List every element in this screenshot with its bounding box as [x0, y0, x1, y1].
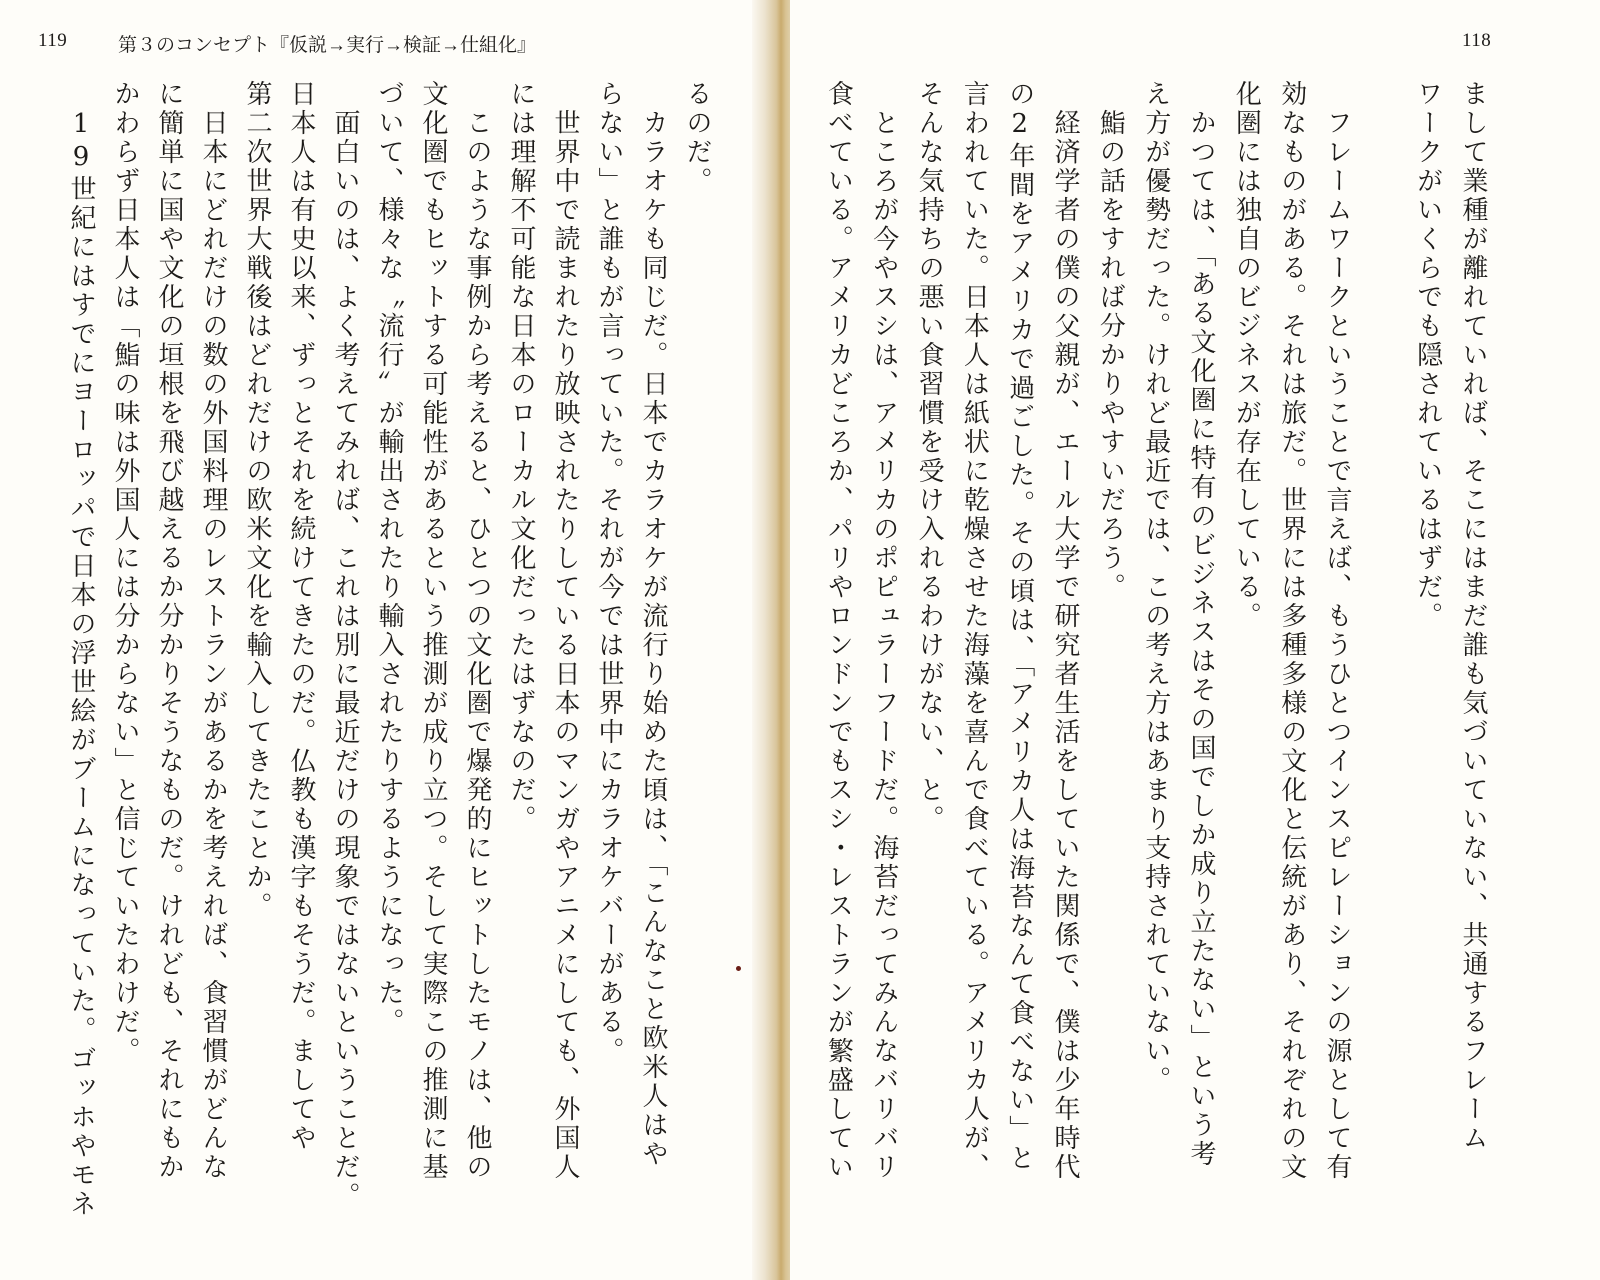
- right-page: [790, 0, 1600, 1280]
- text-line: 化圏には独自のビジネスが存在している。: [1231, 80, 1262, 631]
- text-line: 19世紀にはすでにヨーロッパで日本の浮世絵がブームになっていた。ゴッホやモネ: [66, 80, 96, 1219]
- text-line: 第二次世界大戦後はどれだけの欧米文化を輸入してきたことか。: [242, 80, 272, 921]
- text-line: 日本にどれだけの数の外国料理のレストランがあるかを考えれば、食習慣がどんな: [198, 80, 228, 1182]
- text-line: そんな気持ちの悪い食習慣を受け入れるわけがない、と。: [914, 80, 945, 834]
- text-line: 食べている。アメリカどころか、パリやロンドンでもスシ・レストランが繁盛してい: [823, 80, 854, 1182]
- text-line: ところが今やスシは、アメリカのポピュラーフードだ。海苔だってみんなバリバリ: [868, 80, 899, 1182]
- text-line: には理解不可能な日本のローカル文化だったはずなのだ。: [506, 80, 536, 834]
- text-line: 世界中で読まれたり放映されたりしている日本のマンガやアニメにしても、外国人: [550, 80, 580, 1182]
- text-line: このような事例から考えると、ひとつの文化圏で爆発的にヒットしたモノは、他の: [462, 80, 492, 1182]
- page-number-right: 118: [1462, 30, 1492, 51]
- text-line: 面白いのは、よく考えてみれば、これは別に最近だけの現象ではないということだ。: [330, 80, 360, 1211]
- text-line: フレームワークということで言えば、もうひとつインスピレーションの源として有: [1322, 80, 1353, 1182]
- running-head: 第３のコンセプト『仮説→実行→検証→仕組化』: [118, 35, 537, 56]
- right-page-text: [816, 80, 1496, 1230]
- text-line: カラオケも同じだ。日本でカラオケが流行り始めた頃は、「こんなこと欧米人はや: [638, 80, 668, 1169]
- text-line: の2年間をアメリカで過ごした。その頃は、「アメリカ人は海苔なんて食べない」と: [1004, 80, 1035, 1173]
- text-line: らない」と誰もが言っていた。それが今では世界中にカラオケバーがある。: [594, 80, 624, 1066]
- text-line: 日本人は有史以来、ずっとそれを続けてきたのだ。仏教も漢字もそうだ。ましてや: [286, 80, 316, 1153]
- text-line: 経済学者の僕の父親が、エール大学で研究者生活をしていた関係で、僕は少年時代: [1050, 80, 1081, 1182]
- text-line: 効なものがある。それは旅だ。世界には多種多様の文化と伝統があり、それぞれの文: [1276, 80, 1307, 1182]
- text-line: ワークがいくらでも隠されているはずだ。: [1412, 80, 1443, 631]
- left-page-text: [60, 80, 720, 1230]
- left-page: [0, 0, 768, 1280]
- text-line-blank: [1360, 80, 1405, 1230]
- text-line: 文化圏でもヒットする可能性があるという推測が成り立つ。そして実際この推測に基: [418, 80, 448, 1182]
- text-line: づいて、様々な〝流行〟が輸出されたり輸入されたりするようになった。: [374, 80, 404, 1037]
- text-line: 鮨の話をすれば分かりやすいだろう。: [1095, 80, 1126, 602]
- text-line: え方が優勢だった。けれど最近では、この考え方はあまり支持されていない。: [1140, 80, 1171, 1095]
- ink-speck: [736, 966, 741, 971]
- text-line: まして業種が離れていれば、そこにはまだ誰も気づいていない、共通するフレーム: [1458, 80, 1488, 1153]
- text-line: 言われていた。日本人は紙状に乾燥させた海藻を喜んで食べている。アメリカ人が、: [959, 80, 990, 1182]
- text-line: に簡単に国や文化の垣根を飛び越えるか分かりそうなものだ。けれども、それにもか: [154, 80, 184, 1182]
- page-number-left: 119: [38, 30, 68, 51]
- text-line: るのだ。: [682, 80, 712, 196]
- text-line: かわらず日本人は「鮨の味は外国人には分からない」と信じていたわけだ。: [110, 80, 140, 1066]
- text-line: かつては、「ある文化圏に特有のビジネスはその国でしか成り立たない」という考: [1186, 80, 1217, 1169]
